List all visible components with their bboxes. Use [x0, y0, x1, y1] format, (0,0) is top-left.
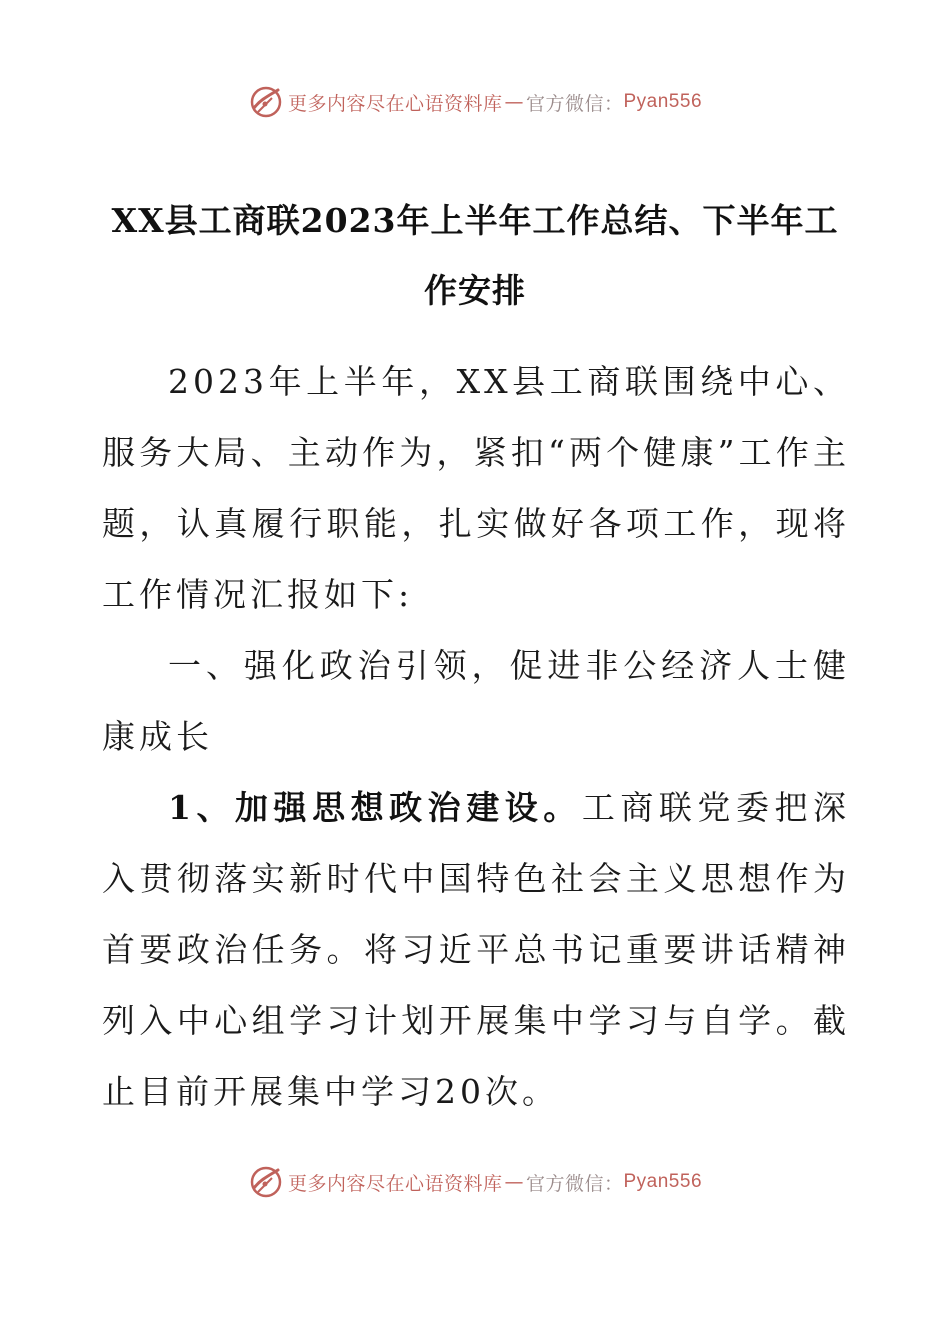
- item-body: 工商联党委把深入贯彻落实新时代中国特色社会主义思想作为首要政治任务。将习近平总书记重要讲话精神列入中心组学习计划开展集中学习与自学。截止目前开展集中学习20次。: [102, 788, 850, 1111]
- watermark-id: Pyan556: [623, 1171, 703, 1192]
- watermark-dash: —: [504, 1171, 524, 1193]
- pen-logo-icon: [248, 84, 284, 120]
- watermark-main-text: 更多内容尽在心语资料库: [287, 92, 503, 115]
- document-title: XX县工商联2023年上半年工作总结、下半年工作安排: [111, 201, 839, 310]
- watermark-header: [0, 82, 950, 122]
- document-body: [102, 346, 850, 1127]
- watermark-id: Pyan556: [623, 91, 703, 112]
- intro-paragraph: 2023年上半年，XX县工商联围绕中心、服务大局、主动作为，紧扣“两个健康”工作主题，认真履行职能，扎实做好各项工作，现将工作情况汇报如下:: [102, 362, 850, 614]
- pen-logo-icon: [248, 1164, 284, 1200]
- item-paragraph: [102, 772, 850, 1127]
- watermark-sub-text: 官方微信：: [525, 92, 624, 115]
- watermark-sub-text: 官方微信：: [525, 1172, 624, 1195]
- section-heading: 一、强化政治引领，促进非公经济人士健康成长: [102, 646, 850, 756]
- item-lead: 1、加强思想政治建设。: [168, 788, 582, 827]
- watermark-dash: —: [504, 91, 524, 113]
- watermark-footer: [0, 1162, 950, 1202]
- watermark-main-text: 更多内容尽在心语资料库: [287, 1172, 503, 1195]
